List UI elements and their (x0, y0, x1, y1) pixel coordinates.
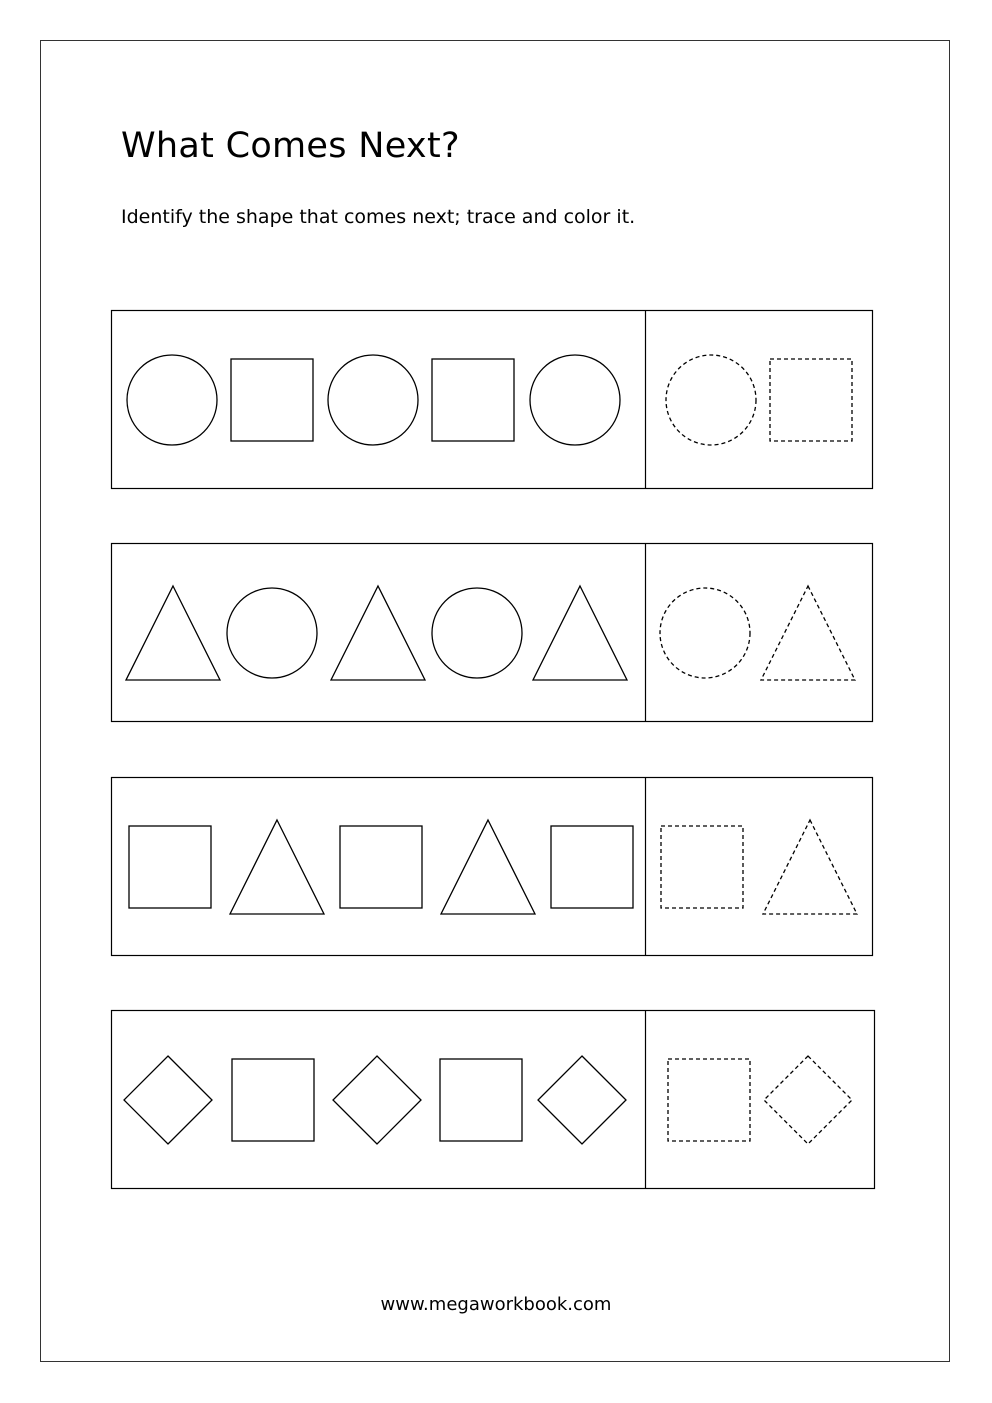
circle-shape (530, 355, 620, 445)
traceable-circle-shape (660, 588, 750, 678)
square-shape (231, 359, 313, 441)
page-title: What Comes Next? (121, 126, 460, 166)
traceable-square-shape (668, 1059, 750, 1141)
traceable-circle-shape (666, 355, 756, 445)
traceable-triangle-shape (761, 586, 855, 680)
traceable-diamond-shape (764, 1056, 852, 1144)
diamond-shape (538, 1056, 626, 1144)
square-shape (551, 826, 633, 908)
circle-shape (328, 355, 418, 445)
pattern-row-box (112, 1011, 875, 1189)
triangle-shape (441, 820, 535, 914)
square-shape (129, 826, 211, 908)
circle-shape (227, 588, 317, 678)
pattern-row-box (112, 544, 873, 722)
pattern-row-box (112, 778, 873, 956)
instructions: Identify the shape that comes next; trace and color it. (121, 206, 636, 228)
traceable-triangle-shape (763, 820, 857, 914)
pattern-row-box (112, 311, 873, 489)
square-shape (340, 826, 422, 908)
triangle-shape (331, 586, 425, 680)
triangle-shape (126, 586, 220, 680)
circle-shape (432, 588, 522, 678)
diamond-shape (124, 1056, 212, 1144)
traceable-square-shape (661, 826, 743, 908)
triangle-shape (533, 586, 627, 680)
square-shape (232, 1059, 314, 1141)
circle-shape (127, 355, 217, 445)
diamond-shape (333, 1056, 421, 1144)
square-shape (432, 359, 514, 441)
triangle-shape (230, 820, 324, 914)
footer-url: www.megaworkbook.com (380, 1294, 612, 1315)
traceable-square-shape (770, 359, 852, 441)
square-shape (440, 1059, 522, 1141)
